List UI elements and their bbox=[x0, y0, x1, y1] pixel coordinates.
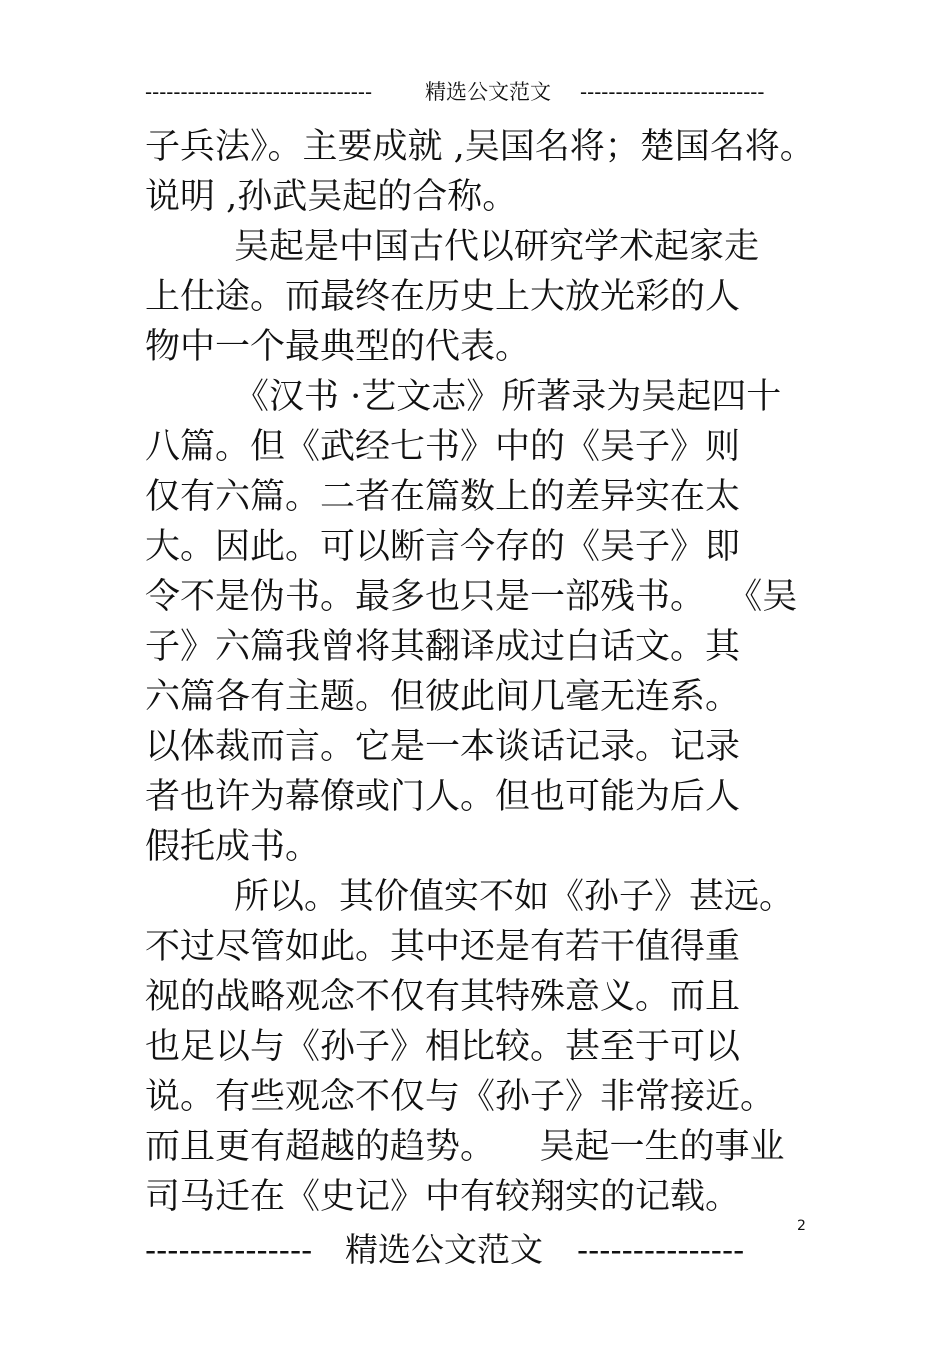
text-line: 《汉书 ·艺文志》所著录为吴起四十 bbox=[145, 377, 782, 417]
text-line: 六篇各有主题。但彼此间几毫无连系。 bbox=[145, 677, 741, 717]
text-line: 假托成书。 bbox=[145, 827, 321, 867]
text-line: 以体裁而言。它是一本谈话记录。记录 bbox=[145, 727, 741, 767]
footer-title: 精选公文范文 bbox=[345, 1230, 543, 1269]
text-line: 说明 ,孙武吴起的合称。 bbox=[145, 177, 518, 217]
text-line: 子兵法》。主要成就 ,吴国名将；楚国名将。 bbox=[145, 127, 815, 167]
text-line: 视的战略观念不仅有其特殊意义。而且 bbox=[145, 977, 741, 1017]
text-line: 仅有六篇。二者在篇数上的差异实在太 bbox=[145, 477, 741, 517]
text-line: 而且更有超越的趋势。 吴起一生的事业 bbox=[145, 1127, 785, 1167]
header-right-rule: -------------------------- bbox=[580, 80, 765, 104]
text-line: 者也许为幕僚或门人。但也可能为后人 bbox=[145, 777, 741, 817]
text-line: 令不是伪书。最多也只是一部残书。 《吴 bbox=[145, 577, 798, 617]
document-body bbox=[145, 122, 825, 1222]
text-line: 物中一个最典型的代表。 bbox=[145, 327, 531, 367]
text-line: 也足以与《孙子》相比较。甚至于可以 bbox=[145, 1027, 741, 1067]
text-line: 不过尽管如此。其中还是有若干值得重 bbox=[145, 927, 741, 967]
text-line: 八篇。但《武经七书》中的《吴子》则 bbox=[145, 427, 741, 467]
text-line: 说。有些观念不仅与《孙子》非常接近。 bbox=[145, 1077, 776, 1117]
text-line: 司马迁在《史记》中有较翔实的记载。 bbox=[145, 1177, 741, 1217]
page-header bbox=[145, 78, 775, 106]
text-line: 子》六篇我曾将其翻译成过白话文。其 bbox=[145, 627, 741, 667]
page-footer bbox=[145, 1228, 775, 1272]
text-line: 大。因此。可以断言今存的《吴子》即 bbox=[145, 527, 741, 567]
header-left-rule: -------------------------------- bbox=[145, 80, 373, 104]
footer-right-rule: --------------- bbox=[577, 1230, 745, 1269]
page-number: 2 bbox=[797, 1218, 806, 1234]
text-line: 上仕途。而最终在历史上大放光彩的人 bbox=[145, 277, 741, 317]
footer-left-rule: --------------- bbox=[145, 1230, 313, 1269]
text-line: 所以。其价值实不如《孙子》甚远。 bbox=[145, 877, 795, 917]
header-title: 精选公文范文 bbox=[425, 80, 551, 104]
text-line: 吴起是中国古代以研究学术起家走 bbox=[145, 227, 760, 267]
